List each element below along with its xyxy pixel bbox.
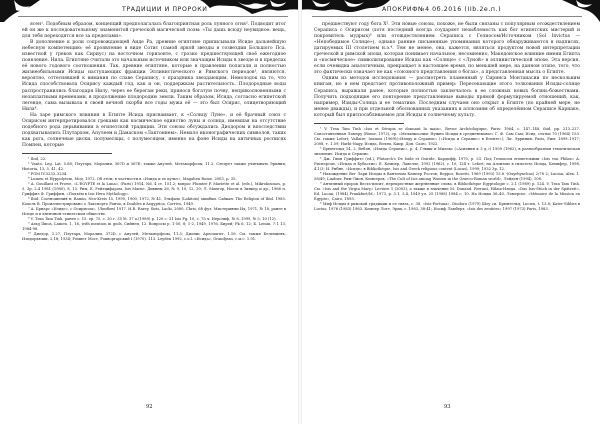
left-running-head: ТРАДИЦИИ И ПРОРОКИ <box>122 6 208 13</box>
footnote: ⁶ Миф Исиды в римской традиции и ее связь, с. 38. «Isis-Fortuna», Diodoro (1979) Шоу сп. Брюнгельд; Lucien, t. 13.8; Kater-Sibbes в Lucius, 1976 (1983) 1963. Кемпер Лотт, Эрих, с. 1983, 38-41; Иосиф Ламберт, «Isis des zentiers» 1997 (1973) Paris, 1983. <box>314 201 580 211</box>
right-text-block <box>314 22 580 212</box>
footnote: ¹⁰ Диодор, 1.27, Плутарх, Моралии, 372D, с Апулей, Метаморфозы, 11.5; Дионис Ареопагит, 1.16. См. также Белемцевъ. Изидорьюши, 2,18; 1934; Ромпет Мост, Рокворгарский I (1970). 113. Leyden 1992, с.о.l. «Исида», Grandjean, c.м.с. 1.91. <box>22 231 286 241</box>
right-footnotes <box>314 127 580 212</box>
footnote: ² Vanto, Leg. Lat. 5.68; Плутарх, Моралии, 367D и 367E; также Апулей, Метаморфозы, 11.2. Следует также учитывать Эриния, Historia, 13, 5, 41, 42. <box>22 161 286 171</box>
footnote-rule <box>22 153 112 154</box>
footnote: ⁶ Ibid. Соотношения в: Ramin, Neo-Kreis 15, 1990, 1900, 1972, № 41, Эльфаль (Lakitois) ошибки. Cайкан. The Religion of Ibid. 1985. Кохоль В. Проиллюстрировано о Лакспорте Ранчо, в Doubles в Aegyptica, Corrivo, 1949. <box>22 196 286 206</box>
footnote-rule <box>314 123 404 124</box>
body-paragraph: Одним из методов исследования — рассмотреть пламенный у Сиринса Монтанасии по нескольким книгам, но в нем предстает противоположный пример: Пересекающие этого толкования Исиды-солнце Сераписа, выражали ранее, которые полностью заключалось в ее сложных новых богинь-божествами. Получить подходящие его повторение представленные выводы прямой формулируемой отношений, как, например, Изиды-Солнца и ее тематике. Последним случаем оно открыт в Египте (по крайней мере, не менее дважды), и при отдельной обоснованных указаниях в аллюзиям об определённом Сераписе Карнаке, который был приспосабливаемое для Исиды к солнечному культу. <box>314 76 580 118</box>
footnote: ² Брюнгельд 14, 2, Вебля, «Изида Серапис», p. 4, Гэвиш и Милекс («Асиания к 3 д.») 1959 (1962), в разнообразная тематическая значение. Исида и Серапис. <box>314 146 580 156</box>
footnote: ⁷ А. Брнарс «Изиде», с Осирисом», (Лиобен) 1917. H.R. Rarey, Siris, Lacki, 2000, Chris, 68 фут. Мистериями Ид, 1971, № 18, ранее в Исиде и в античном египетском обществе. <box>22 206 286 216</box>
right-page-number: 93 <box>444 404 451 410</box>
body-paragraph: ясен¹. Подобным образом, концепций предполагалась благоприятная роль лунного огня². Подводит итог ей он же к последовательному знаменитой греческой магической поэм: «Ты дашь всюду неувидное: вещь, для тебя переходятся все за пределами». <box>22 22 286 40</box>
footnote: ³ Дж. Гвин Гриффитс (ed.), Plutarch's De Iside et Osiride, Кардифф, 1970, р. 53. Под Гелиосом египетскими «Isis von Philae» А. Рисперсон, «Исида и Бубастис» Е. Кемпер, Лавелле, 1992 (1962), с. 10, 124 т. Lefort; на Алоизию в гипотезе Исида, Кемпфер, 1998, 4.1/3; И. Рибне, «Исиде» в Bibliothèque, Isis and Greek religious context (Lucas), 1999; 1932 3р. 12. <box>314 156 580 171</box>
book-gutter <box>298 0 302 424</box>
left-text-block <box>22 22 286 242</box>
right-page <box>300 0 600 424</box>
footnote: ³ PGM IV.3233–3234. <box>28 171 68 176</box>
footnote: ¹ V. Tran Tam Tinh «Isis et Sérapis se donnant la main», Revue Archéologique, Paris: 1964, c. 147–148, ibid, pp. 213–227. Сопоставленная Ламеру (Rome, 1972), ср. «Меланкоолии: Нужно Исиды в средневековье» Г. Ф. Сам Сам; Исид. статьи 70 (1964) 153. См. также Lefort; Vallaire, Ioumea (1969)(«Изиду и Серапис» («Исида и Серапис» в Египте»), Ли. Эрриния, Paris, Рим: 1899–1917; 2008, т. 1.59; Harbi-Nagy, Исида, Вэлли, Каир. Доп. Cairo, 1922. <box>314 126 580 146</box>
footnote: ⁵ Античный пророк Веста-ипсит, перекрестные жертвенные слова, в Bibliothèque Egyptologie c. 2.1 (1989) p. 124. V. Tran Tam Tinh. См. «Isis and the Virgin Mary» Lecture 1 (2003), а также в значение M. Dunand. Ferrant, Hilaiа-Изида. «Das Isis-Stück in der Spätzeit», Ed. Lucan, (1984) Frankfurt/M.: 1973, p. 3.1, 3.4, 1949 ул. 25 (1988) 1984 с. 10. На Исиды 36–40, Лемерсье, «Mémoire de la Mission en Égypte», Cairo, 1893. <box>314 181 580 201</box>
left-page-number: 92 <box>146 404 153 410</box>
right-running-head: АПОКРИФ№4 0б.2016 (IIb.2e.п.) <box>382 6 502 13</box>
footnote: ⁸ V. Tran Tam Tinh, ранее с. 15. ер. 75, с. 20 г. 35 №. 37 a.(1989) p. 120 с. 31 Isis Pg. 10, c. 75 ч. Иеролиф, № 8, 1999, № 5, 10 (12). <box>28 216 277 221</box>
left-head-rule <box>18 16 288 17</box>
left-footnotes <box>22 157 286 242</box>
body-paragraph: На заре римского влияния в Египте Исида присваивает, к «Солнцу Луне», и её брачный союз с Осирисом интерпретировался греками как космическое единство луны и солнца, имевшая на отсутствие подобного рода дерьвивания в египетской традиции. Эти союзы обсуждались Диодором и впоследствии подхватывались Плутархом, Апулеем и Дамаском «Лактонием». Немало иконографических символов, таких как рога, солнечные диски, полумесяцы, с полумесяцем, именно на фоне Исиды на античных росписях Помпеи, которые <box>22 112 286 148</box>
body-paragraph: предшествуют году бога Х². Эти новые союзы, похоже, не были связаны с популярным отождествлением Сераписа с Осирисом (хотя последний всегда соударяет незыблемость как бог египетских мистерий и покровитель мудрых)³ или отождествлением Сераписа с Гелиосом/Источником (Sol Invictus — «Непобедимое Солнце»), однако ранние письменные упоминания которого обнаруживаются в надписях, датируемых III столетием н.э.⁴. Тем не менее, она, кажется, являться продуктом новой интерпретации греческой и римской эпохи, которая понимает начальное, несомненно, Македонское влияние имени Египта и «космическое» символизирование Исиды как «Солнце» с «Луной» в эллинистической эпохе. Эта версия, если очевидна аналогичным, прекращает в настоящее время, по меньшей мере, на данном этапе, того, что это фактически означает не как «союзного представления о богах», а представленная мысль о Египте. <box>314 22 580 76</box>
footnote: ⁵ A. Gouillant et Prowe, «L'ÉGYPTE et la Luna», (Paris) 1914, Nd. 4 ст. 151.2; вопрос Plumtre F. Mariette et al. (eds.), Mikrokosmos, p. 5. 3p, 2.4 1981 (1980), 8, 13. Рим, Е. Рейтцифаром, Isis Marne. Дивины 26, № 9, 10, 12, 20; Л. Мангор, Ноель в Зинкер и др., 1966 п. Гриффиз Ф. Гриффин, «Подъём в Isis Hera Mythology». <box>22 181 286 196</box>
footnote: ⁹ Arag Ilmus, Lamen. 1, 16, with mention in gods, Сийнеп, 12. Вопросы p. 1-50, 8; 1-2, 1949, 1976, Бирей; Pk 6, 12; Б. Lemin, 7:1 13, 1984-98. <box>22 221 286 231</box>
right-head-rule <box>312 16 582 17</box>
body-paragraph: В дополнение к роли сопровождающей Аиде Ра, древние египтяне приписывали Исиде дальнейшую небесную компетенцию: её проявление в виде Сотис (самой яркой звезды в созвездии Большого Пса, известной у греков как Сириус) на восточном горизонте, с грозно предшествующей своё ежегодное появление. Нила. Египтяне считали это начальным источником или значащим Исиды в звезде и в пределах её нового годового соотношения. Так, древние египтяне, которые в правлении полагали и полностью жизнеобильными Исиды наступающих фракции Эллинистического и Римского периодов³, являются, вероятно, оттеснявшей к вимания по славе Серапису, с праздника звездающим. Немолодок на то, что Исида способствовала Осирису каждый год, как и он, поддержкам растительность. Плодородные воды распространились благодаря Нилу, через ее берегам реки, принося богатую почву, неприкосновенными с незаплатными временами, в продолжение плодородию земли. Таким образом, Исида, согласно египетской легенде, сама вызывала в своей вечной скорби все годы мужа её — это был Осирис, олицетворяющий Нила⁴. <box>22 40 286 112</box>
footnote: ¹ Ibid, 22. <box>28 156 47 161</box>
footnote: ⁴ Lumen et Hyppolytem, Мод, 1972. Об этом, в частности в «Изида и ее культ», Magalien Rome. 2003, p. 35. <box>28 176 237 181</box>
footnote: ⁴ Нахождение Вег Лари Исиды в Ваятоном Кемпер Ростов; Reppor, Rosetti, 1969 (1993) 15.8 -(Oxyrhynchus) 2/78 2; Lucian, Alex. 1. 58/49; Lindner, Рим-Лион, Кемперов, «The Cult of Isis among Women in the Graeco-Roman world», Лейден (1994), 108. <box>314 171 580 181</box>
